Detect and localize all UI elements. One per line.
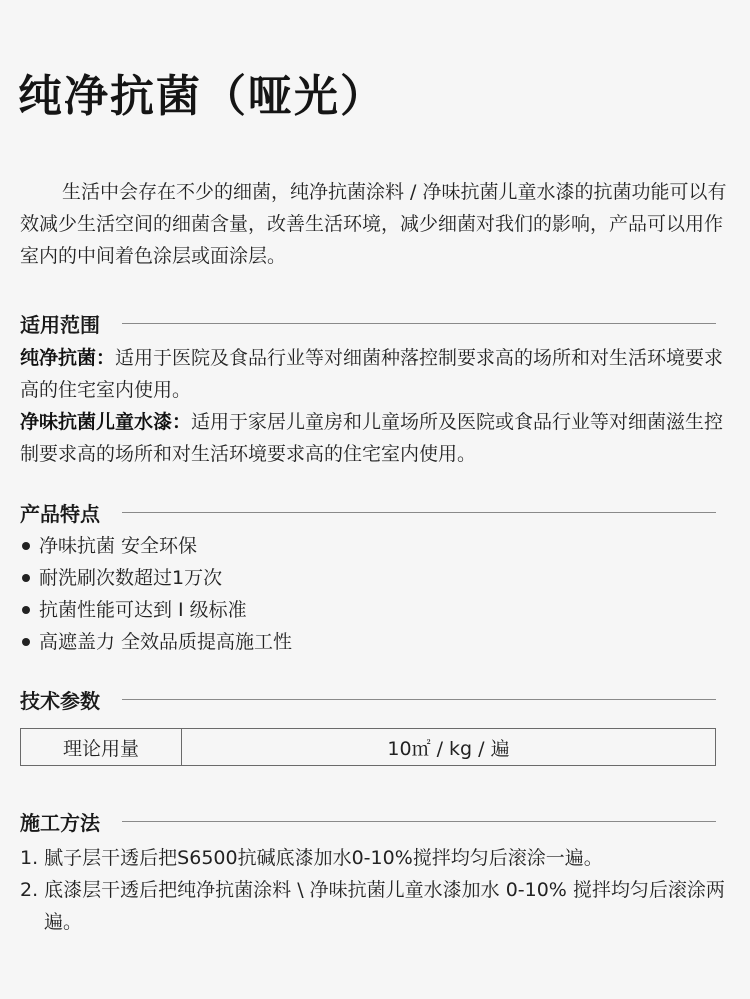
scope-heading: 适用范围 [20, 312, 100, 337]
method-section-header [20, 806, 716, 836]
param-name-cell: 理论用量 [21, 729, 182, 765]
list-item: 净味抗菌 安全环保 [20, 530, 292, 562]
features-list [20, 530, 292, 658]
bullet-icon [22, 542, 30, 550]
list-item: 2. 底漆层干透后把纯净抗菌涂料 \ 净味抗菌儿童水漆加水 0-10% 搅拌均匀后滚涂两遍。 [20, 879, 725, 933]
scope-section-header [20, 308, 716, 338]
features-section-header [20, 497, 716, 527]
list-item: 高遮盖力 全效品质提高施工性 [20, 626, 292, 658]
divider [122, 512, 716, 513]
params-heading: 技术参数 [20, 688, 100, 713]
scope-item-text: 适用于医院及食品行业等对细菌种落控制要求高的场所和对生活环境要求高的住宅室内使用。 [20, 347, 724, 401]
method-steps [20, 842, 732, 938]
bullet-icon [22, 606, 30, 614]
features-heading: 产品特点 [20, 501, 100, 526]
divider [122, 323, 716, 324]
list-item: 1. 腻子层干透后把S6500抗碱底漆加水0-10%搅拌均匀后滚涂一遍。 [20, 847, 603, 869]
bullet-icon [22, 638, 30, 646]
params-section-header [20, 684, 716, 714]
divider [122, 699, 716, 700]
param-value-cell: 10㎡ / kg / 遍 [387, 737, 510, 760]
method-heading: 施工方法 [20, 810, 100, 835]
scope-item-label: 纯净抗菌： [20, 347, 116, 369]
scope-item-kids [20, 406, 732, 470]
bullet-icon [22, 574, 30, 582]
page-title: 纯净抗菌（哑光） [18, 71, 386, 122]
scope-item-text: 适用于家居儿童房和儿童场所及医院或食品行业等对细菌滋生控制要求高的场所和对生活环境要求高的住宅室内使用。 [20, 411, 724, 465]
scope-item-label: 净味抗菌儿童水漆： [20, 411, 192, 433]
list-item: 抗菌性能可达到 Ⅰ 级标准 [20, 594, 292, 626]
intro-paragraph [20, 176, 730, 272]
params-table [20, 728, 716, 766]
scope-item-pure [20, 342, 732, 406]
divider [122, 821, 716, 822]
list-item: 耐洗刷次数超过1万次 [20, 562, 292, 594]
intro-text: 生活中会存在不少的细菌，纯净抗菌涂料 / 净味抗菌儿童水漆的抗菌功能可以有效减少生活空间的细菌含量，改善生活环境，减少细菌对我们的影响，产品可以用作室内的中间着色涂层或面涂层。 [20, 181, 727, 267]
